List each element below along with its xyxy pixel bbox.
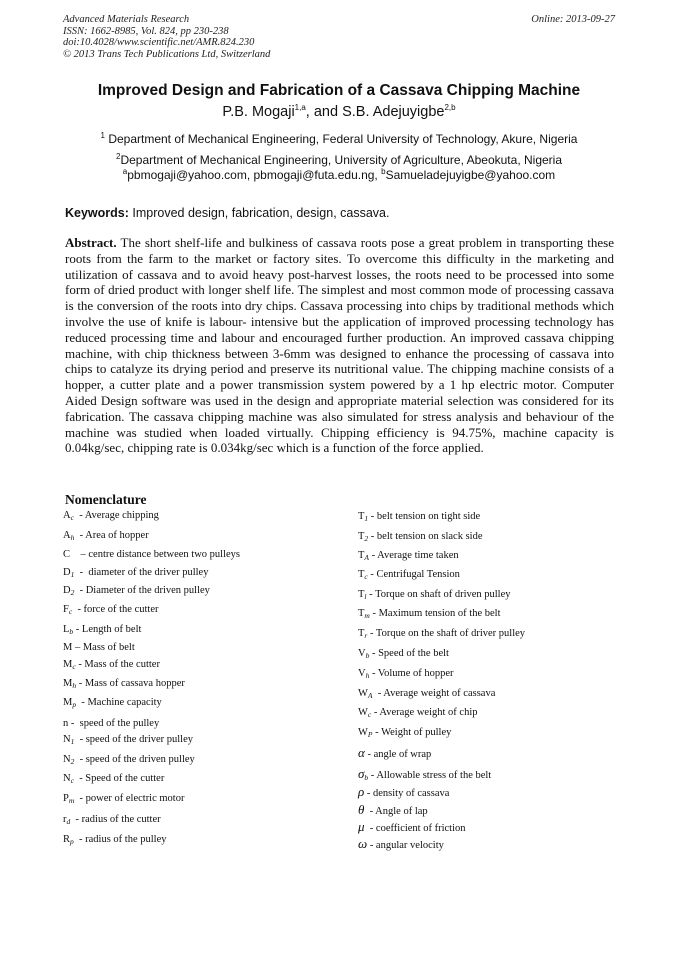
nomenclature-item [358, 707, 478, 719]
nomenclature-item [63, 659, 160, 671]
nomenclature-description: - radius of the cutter [70, 814, 161, 825]
nomenclature-subscript: c [364, 572, 368, 581]
nomenclature-symbol: D [63, 585, 71, 596]
nomenclature-item [358, 668, 454, 680]
keywords-text: Improved design, fabrication, design, cassava. [128, 206, 390, 220]
nomenclature-subscript: c [70, 776, 74, 785]
nomenclature-symbol: r [63, 814, 67, 825]
nomenclature-description: - Allowable stress of the belt [368, 770, 492, 781]
nomenclature-subscript: A [367, 691, 373, 700]
nomenclature-symbol: W [358, 688, 368, 699]
issn-line: ISSN: 1662-8985, Vol. 824, pp 230-238 [63, 25, 229, 37]
affiliation-1-num: 1 [100, 131, 105, 140]
nomenclature-subscript: h [72, 681, 77, 690]
nomenclature-item [63, 754, 195, 766]
nomenclature-item [63, 549, 240, 560]
nomenclature-description: - Centrifugal Tension [367, 569, 460, 580]
nomenclature-symbol: T [358, 531, 365, 542]
nomenclature-symbol: T [358, 589, 365, 600]
nomenclature-symbol: V [358, 668, 366, 679]
nomenclature-symbol: W [358, 707, 368, 718]
nomenclature-symbol: T [358, 608, 365, 619]
author-1-affil: 1,a [294, 103, 306, 113]
nomenclature-subscript: A [364, 553, 370, 562]
nomenclature-item [358, 766, 491, 782]
email-b-mark: b [381, 167, 386, 176]
author-2: S.B. Adejuyigbe [342, 104, 445, 120]
journal-header [63, 14, 270, 60]
nomenclature-subscript: c [367, 710, 372, 719]
nomenclature-description: - coefficient of friction [364, 823, 466, 834]
nomenclature-description: - speed of the driver pulley [74, 734, 194, 745]
nomenclature-item [63, 585, 210, 597]
nomenclature-item [358, 589, 511, 601]
nomenclature-subscript: p [72, 700, 77, 709]
nomenclature-symbol: N [63, 754, 71, 765]
nomenclature-symbol: n [63, 718, 69, 729]
online-date: Online: 2013-09-27 [531, 14, 615, 25]
author-line [0, 104, 678, 120]
nomenclature-subscript: b [365, 651, 370, 660]
email-b: Samueladejuyigbe@yahoo.com [385, 168, 556, 182]
nomenclature-subscript: c [70, 513, 74, 522]
nomenclature-item [63, 834, 167, 846]
nomenclature-description: - Length of belt [73, 624, 142, 635]
nomenclature-symbol: M [63, 678, 73, 689]
nomenclature-subscript: l [364, 592, 367, 601]
nomenclature-description: - Average weight of chip [371, 707, 478, 718]
nomenclature-subscript: 1 [364, 514, 369, 523]
copyright-line: © 2013 Trans Tech Publications Ltd, Switzerland [63, 48, 271, 60]
nomenclature-item [358, 550, 459, 562]
nomenclature-item [63, 530, 149, 542]
email-a-mark: a [122, 167, 128, 176]
affiliation-2-text: Department of Mechanical Engineering, University of Agriculture, Abeokuta, Nigeria [120, 153, 562, 167]
nomenclature-item [358, 745, 431, 761]
nomenclature-item [63, 604, 158, 616]
nomenclature-subscript: m [68, 796, 75, 805]
affiliation-2-num: 2 [115, 152, 121, 161]
nomenclature-description: - Area of hopper [74, 530, 149, 541]
nomenclature-symbol: C [63, 549, 71, 560]
nomenclature-description: - diameter of the driver pulley [74, 567, 209, 578]
abstract [65, 235, 614, 456]
nomenclature-subscript: c [72, 662, 76, 671]
author-2-affil: 2,b [444, 103, 456, 113]
nomenclature-subscript: 2 [70, 588, 75, 597]
email-a: pbmogaji@yahoo.com, pbmogaji@futa.edu.ng, [127, 168, 382, 182]
nomenclature-item [63, 814, 161, 826]
nomenclature-item [358, 688, 495, 700]
nomenclature-symbol: M [63, 697, 73, 708]
nomenclature-item [358, 628, 525, 640]
nomenclature-description: - angular velocity [367, 840, 444, 851]
nomenclature-item [358, 819, 466, 835]
nomenclature-symbol: σ [358, 766, 365, 781]
nomenclature-item [63, 678, 185, 690]
nomenclature-description: - power of electric motor [74, 793, 185, 804]
nomenclature-item [63, 793, 184, 805]
nomenclature-description: - belt tension on slack side [368, 531, 483, 542]
nomenclature-symbol: ρ [358, 784, 365, 799]
nomenclature-item [358, 531, 482, 543]
nomenclature-symbol: T [358, 628, 365, 639]
nomenclature-symbol: V [358, 648, 366, 659]
nomenclature-item [63, 773, 164, 785]
nomenclature-subscript: 2 [364, 534, 369, 543]
nomenclature-description: - Mass of the cutter [75, 659, 160, 670]
affiliation-2 [0, 154, 678, 167]
journal-name: Advanced Materials Research [63, 14, 190, 25]
nomenclature-description: - density of cassava [364, 788, 450, 799]
nomenclature-description: - Average weight of cassava [372, 688, 496, 699]
paper-title: Improved Design and Fabrication of a Cassava Chipping Machine [97, 82, 581, 99]
nomenclature-subscript: b [364, 773, 369, 782]
nomenclature-symbol: α [358, 745, 365, 760]
nomenclature-symbol: N [63, 734, 71, 745]
doi-line: doi:10.4028/www.scientific.net/AMR.824.230 [63, 37, 255, 48]
nomenclature-description: - Speed of the cutter [73, 773, 165, 784]
nomenclature-item [358, 608, 501, 620]
nomenclature-item [358, 836, 444, 852]
email-line [0, 169, 678, 182]
nomenclature-subscript: h [70, 533, 75, 542]
nomenclature-item [63, 624, 141, 636]
nomenclature-subscript: 2 [70, 757, 75, 766]
nomenclature-symbol: ω [358, 836, 368, 851]
keywords-label: Keywords: [65, 206, 129, 220]
nomenclature-description: - Angle of lap [364, 806, 428, 817]
nomenclature-description: - Machine capacity [76, 697, 162, 708]
nomenclature-description: - Diameter of the driven pulley [74, 585, 210, 596]
nomenclature-symbol: A [63, 530, 71, 541]
nomenclature-description: - Mass of cassava hopper [76, 678, 185, 689]
nomenclature-symbol: T [358, 511, 365, 522]
affiliation-1 [0, 133, 678, 146]
nomenclature-item [63, 642, 135, 653]
nomenclature-description: - Volume of hopper [369, 668, 454, 679]
nomenclature-description: - angle of wrap [364, 749, 432, 760]
nomenclature-item [63, 510, 159, 522]
nomenclature-subscript: 1 [70, 570, 75, 579]
nomenclature-symbol: T [358, 550, 365, 561]
nomenclature-subscript: 1 [70, 737, 75, 746]
nomenclature-description: - Average time taken [369, 550, 459, 561]
abstract-text: The short shelf-life and bulkiness of cassava roots pose a great problem in transporting these roots from the farm to the market or factory sites. To overcome this difficulty in the marketing and utilization of cassava and to avoid heavy post-harvest losses, the roots need to be processed into some form of dried product with longer shelf life. The simplest and most common mode of processing cassava is the conversion of the roots into dry chips. Cassava processing into chips by traditional methods which involve the use of knife is labour- intensive but the application of improved processing technology has reduced processing time and labour and encouraged further production. An improved cassava chipping machine, with chip thickness between 3-6mm was designed to enhance the processing of cassava into chips to catalyze its drying period and preserve its nutritional value. The chipping machine consists of a hopper, a cutter plate and a power transmission system powered by a 1 hp electric motor. Computer Aided Design software was used in the design and appropriate material selection was considered for its fabrication. The cassava chipping machine was also simulated for stress analysis and behaviour of the machine was studied when loaded virtually. Chipping efficiency is 94.75%, machine capacity is 0.04kg/sec, chipping rate is 0.034kg/sec which is a function of the force applied. [65, 235, 614, 456]
nomenclature-subscript: r [364, 631, 368, 640]
nomenclature-item [358, 569, 460, 581]
nomenclature-symbol: M [63, 659, 73, 670]
nomenclature-subscript: m [364, 611, 370, 620]
nomenclature-symbol: F [63, 604, 69, 615]
nomenclature-description: - Torque on the shaft of driver pulley [367, 628, 526, 639]
nomenclature-heading: Nomenclature [65, 492, 147, 507]
nomenclature-description: – Mass of belt [72, 642, 135, 653]
nomenclature-item [358, 802, 428, 818]
nomenclature-subscript: h [365, 671, 370, 680]
nomenclature-description: - belt tension on tight side [368, 511, 481, 522]
nomenclature-subscript: c [68, 607, 73, 616]
nomenclature-item [358, 727, 451, 739]
nomenclature-description: - Maximum tension of the belt [369, 608, 501, 619]
nomenclature-subscript: P [367, 730, 373, 739]
nomenclature-subscript: d [66, 817, 71, 826]
nomenclature-symbol: N [63, 773, 71, 784]
nomenclature-symbol: A [63, 510, 71, 521]
nomenclature-symbol: D [63, 567, 71, 578]
abstract-label: Abstract. [65, 235, 117, 250]
affiliation-1-text: Department of Mechanical Engineering, Federal University of Technology, Akure, Nigeria [104, 132, 578, 146]
nomenclature-symbol: θ [358, 802, 365, 817]
nomenclature-symbol: μ [358, 819, 365, 834]
nomenclature-subscript: p [70, 837, 74, 846]
nomenclature-item [358, 648, 449, 660]
nomenclature-symbol: P [63, 793, 69, 804]
nomenclature-item [63, 718, 159, 729]
nomenclature-description: - Average chipping [73, 510, 159, 521]
nomenclature-item [63, 697, 162, 709]
nomenclature-item [63, 734, 193, 746]
nomenclature-symbol: M [63, 642, 73, 653]
nomenclature-item [358, 784, 449, 800]
nomenclature-description: - Weight of pulley [372, 727, 452, 738]
author-separator: , and [305, 104, 343, 120]
nomenclature-symbol: R [63, 834, 71, 845]
nomenclature-description: - speed of the driven pulley [74, 754, 195, 765]
nomenclature-description: - Torque on shaft of driven pulley [366, 589, 511, 600]
nomenclature-symbol: W [358, 727, 368, 738]
nomenclature-description: - radius of the pulley [73, 834, 167, 845]
nomenclature-description: - speed of the pulley [68, 718, 160, 729]
keywords [65, 206, 389, 220]
nomenclature-subscript: b [69, 627, 74, 636]
nomenclature-description: – centre distance between two pulleys [70, 549, 240, 560]
nomenclature-symbol: L [63, 624, 70, 635]
nomenclature-symbol: T [358, 569, 365, 580]
author-1: P.B. Mogaji [222, 104, 295, 120]
nomenclature-item [358, 511, 480, 523]
nomenclature-description: - force of the cutter [72, 604, 159, 615]
nomenclature-description: - Speed of the belt [369, 648, 449, 659]
nomenclature-item [63, 567, 208, 579]
